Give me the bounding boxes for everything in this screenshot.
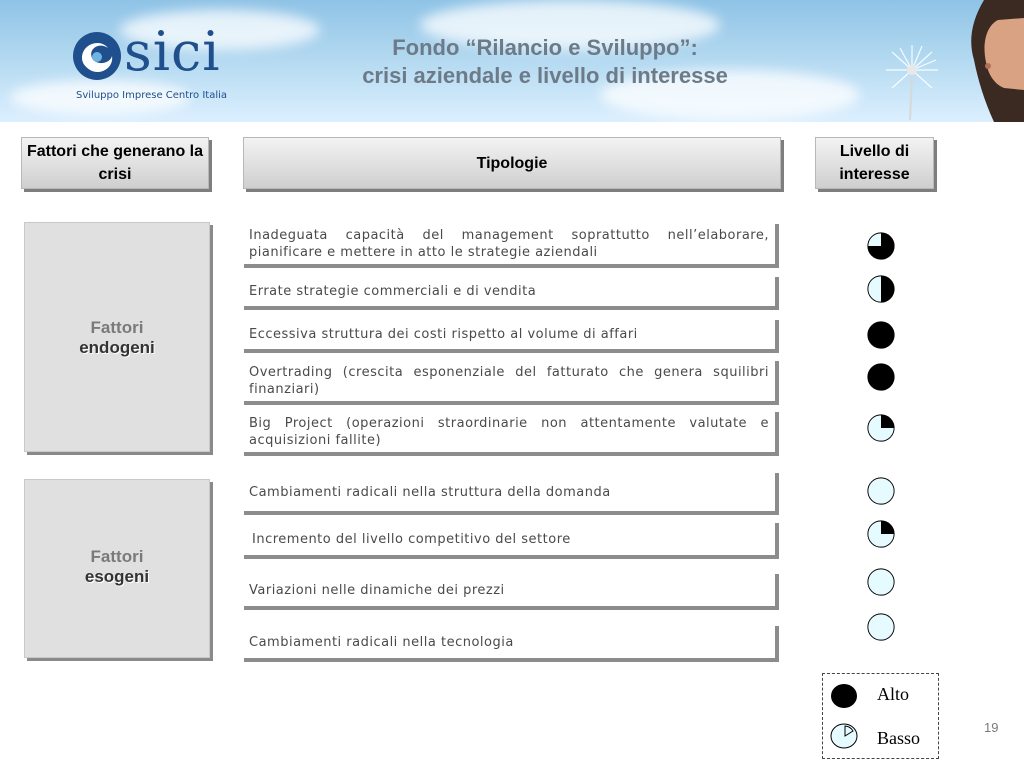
child-photo <box>964 0 1024 122</box>
interest-level-icon <box>866 362 896 392</box>
sici-logo <box>70 20 228 101</box>
endogenous-factors-box <box>24 222 210 452</box>
logo-subtitle: Sviluppo Imprese Centro Italia <box>76 90 228 101</box>
type-row <box>244 626 779 662</box>
high-interest-icon <box>829 682 859 710</box>
interest-level-icon <box>866 413 896 443</box>
interest-level-circle <box>868 569 894 595</box>
endogenous-label-bottom: endogeni <box>79 338 155 357</box>
interest-level-fill <box>881 415 894 428</box>
page-title <box>290 34 800 90</box>
type-row-text: Variazioni nelle dinamiche dei prezzi <box>249 582 505 598</box>
interest-level-icon <box>866 567 896 597</box>
type-row-text: Cambiamenti radicali nella tecnologia <box>249 634 514 650</box>
factors-header-label: Fattori che generano la crisi <box>26 143 204 183</box>
interest-column-header <box>815 137 934 189</box>
interest-level-circle <box>868 478 894 504</box>
logo-wordmark: sici <box>124 20 221 83</box>
dandelion-icon <box>870 20 960 120</box>
interest-level-circle <box>868 364 894 390</box>
type-row <box>244 361 779 405</box>
type-row-text: Inadeguata capacità del management soprattutto nell’elaborare, pianificare e mettere in atto le strategie aziendali <box>249 228 769 260</box>
type-row <box>244 412 779 456</box>
interest-level-icon <box>866 274 896 304</box>
legend-low-label: Basso <box>877 728 921 748</box>
type-row-text: Errate strategie commerciali e di vendita <box>249 284 537 299</box>
title-line-2: crisi aziendale e livello di interesse <box>362 63 728 88</box>
header-banner <box>0 0 1024 122</box>
interest-level-icon <box>866 612 896 642</box>
type-row-text: Big Project (operazioni straordinarie non attentamente valutate e acquisizioni fallite) <box>249 416 769 448</box>
type-row <box>244 277 779 310</box>
type-row <box>244 523 779 559</box>
swirl-icon <box>70 28 124 84</box>
types-header-label: Tipologie <box>476 154 548 172</box>
exogenous-label-top: Fattori <box>90 547 144 566</box>
interest-level-icon <box>866 519 896 549</box>
type-row-text: Incremento del livello competitivo del settore <box>252 531 571 547</box>
type-row-text: Cambiamenti radicali nella struttura della domanda <box>249 484 611 500</box>
title-line-1: Fondo “Rilancio e Sviluppo”: <box>392 35 698 60</box>
interest-header-label: Livello di interesse <box>839 143 910 183</box>
type-row <box>244 224 779 268</box>
interest-level-fill <box>881 521 894 534</box>
interest-level-fill <box>881 276 894 302</box>
exogenous-factors-box <box>24 479 210 658</box>
interest-level-icon <box>866 231 896 261</box>
endogenous-label-top: Fattori <box>90 318 144 337</box>
interest-level-circle <box>868 322 894 348</box>
type-row-text: Eccessiva struttura dei costi rispetto al volume di affari <box>249 327 638 342</box>
factors-column-header <box>21 137 209 189</box>
type-row-text: Overtrading (crescita esponenziale del fatturato che genera squilibri finanziari) <box>249 365 769 397</box>
type-row <box>244 320 779 353</box>
types-column-header <box>243 137 781 189</box>
low-interest-icon <box>829 722 859 750</box>
interest-level-icon <box>866 476 896 506</box>
legend <box>822 673 939 759</box>
exogenous-label-bottom: esogeni <box>84 567 150 586</box>
type-row <box>244 574 779 610</box>
type-row <box>244 473 779 515</box>
page-number: 19 <box>984 720 999 735</box>
legend-high-label: Alto <box>877 684 910 704</box>
interest-level-icon <box>866 320 896 350</box>
interest-level-circle <box>868 614 894 640</box>
